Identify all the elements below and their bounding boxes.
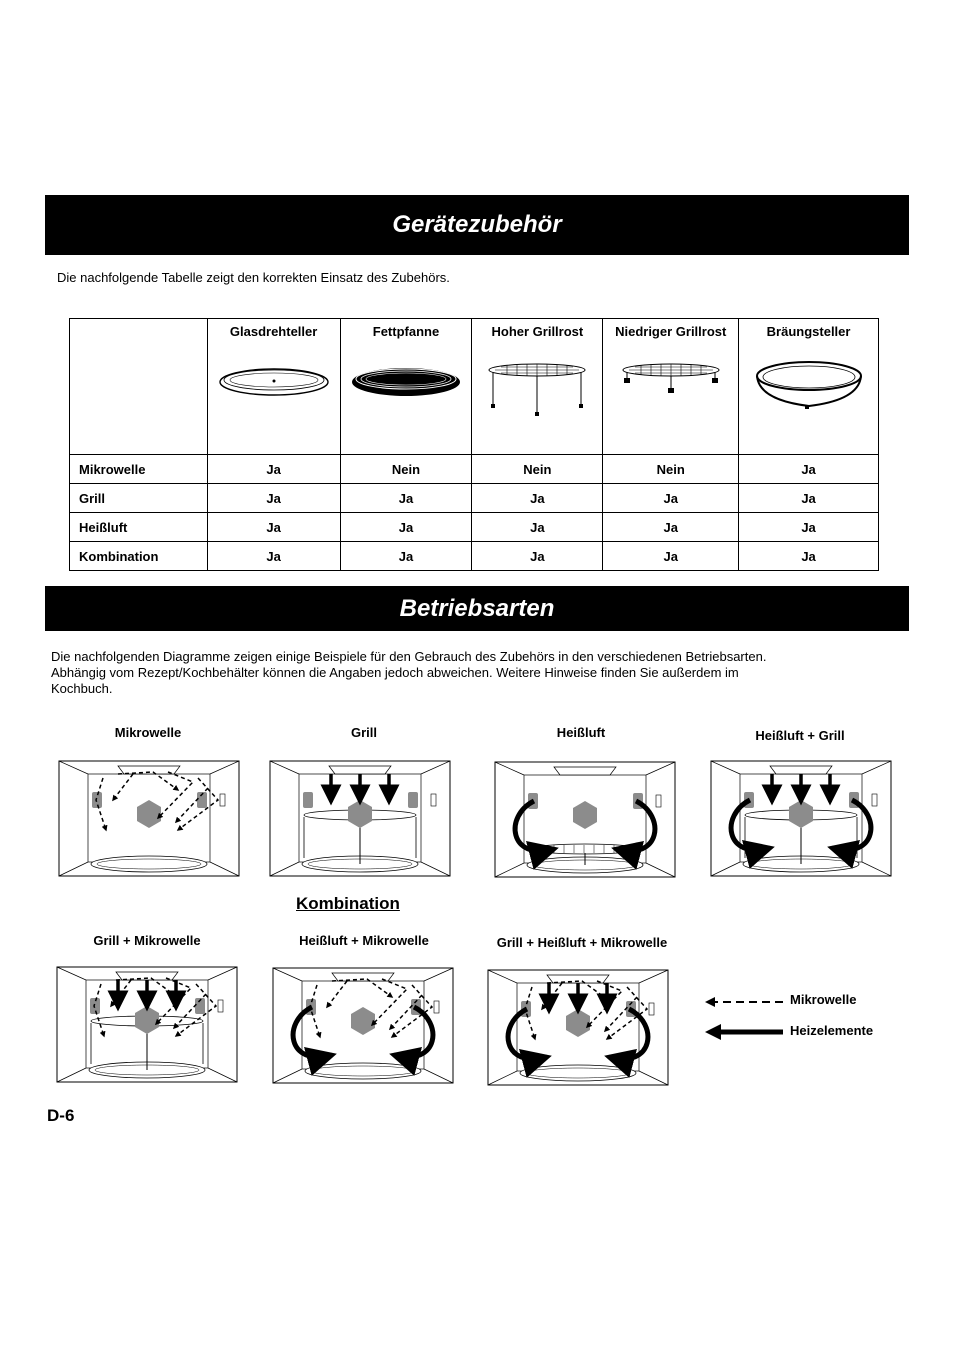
glass-turntable-icon (218, 360, 330, 400)
table-cell: Ja (603, 484, 739, 513)
diagram-label-grill: Grill (350, 725, 378, 740)
modes-banner (45, 586, 909, 631)
table-cell: Nein (340, 455, 472, 484)
table-cell: Nein (603, 455, 739, 484)
legend-heating-arrow-icon (705, 1022, 785, 1042)
diagram-label-heissluft: Heißluft (556, 725, 606, 740)
diagram-label-heissluft-mikrowelle: Heißluft + Mikrowelle (299, 933, 429, 948)
modes-intro (51, 649, 766, 697)
table-cell: Ja (207, 484, 340, 513)
col-label: Hoher Grillrost (491, 324, 584, 339)
low-grill-rack-icon (615, 360, 727, 400)
table-cell: Ja (472, 542, 603, 571)
table-cell: Ja (340, 513, 472, 542)
modes-intro-line: Die nachfolgenden Diagramme zeigen einige Beispiele für den Gebrauch des Zubehörs in den verschiedenen Betriebsarten. (51, 649, 767, 664)
accessories-intro: Die nachfolgende Tabelle zeigt den korrekten Einsatz des Zubehörs. (57, 270, 450, 285)
table-col-header (472, 319, 603, 455)
drip-pan-icon (350, 360, 462, 400)
modes-intro-line: Abhängig vom Rezept/Kochbehälter können die Angaben jedoch abweichen. Weitere Hinweise finden Sie außerdem im (51, 665, 739, 680)
table-cell: Ja (603, 542, 739, 571)
row-label: Kombination (70, 542, 208, 571)
accessories-table (69, 318, 879, 571)
table-col-header (739, 319, 879, 455)
table-cell: Ja (739, 513, 879, 542)
table-row (70, 484, 879, 513)
col-label: Bräungsteller (766, 324, 851, 339)
col-label: Glasdrehteller (229, 324, 318, 339)
table-cell: Ja (207, 455, 340, 484)
table-row (70, 455, 879, 484)
diagram-grill-mikrowelle (56, 966, 238, 1083)
table-corner-cell (70, 319, 208, 455)
table-cell: Ja (340, 484, 472, 513)
table-cell: Ja (603, 513, 739, 542)
diagram-heissluft (494, 761, 676, 878)
table-cell: Ja (207, 513, 340, 542)
modes-intro-line: Kochbuch. (51, 681, 113, 696)
row-label: Heißluft (70, 513, 208, 542)
diagram-heissluft-grill (710, 760, 892, 877)
legend-microwave-label: Mikrowelle (790, 992, 857, 1007)
high-grill-rack-icon (481, 360, 593, 420)
diagram-grill (269, 760, 451, 877)
row-label: Grill (70, 484, 208, 513)
legend-microwave-arrow-icon (705, 992, 785, 1012)
table-col-header (603, 319, 739, 455)
diagram-label-heissluft-grill: Heißluft + Grill (755, 728, 845, 743)
modes-title: Betriebsarten (399, 594, 555, 622)
table-cell: Ja (472, 484, 603, 513)
table-cell: Ja (472, 513, 603, 542)
col-label: Niedriger Grillrost (615, 324, 727, 339)
table-header-row (70, 319, 879, 455)
legend-heating-label: Heizelemente (790, 1023, 874, 1038)
diagram-grill-heissluft-mikrowelle (487, 969, 669, 1086)
table-cell: Ja (207, 542, 340, 571)
accessories-title: Gerätezubehör (392, 211, 562, 238)
table-cell: Nein (472, 455, 603, 484)
table-row (70, 513, 879, 542)
browning-plate-icon (753, 360, 865, 420)
accessories-banner (45, 195, 909, 255)
kombination-heading: Kombination (296, 894, 400, 913)
page-number: D-6 (47, 1106, 75, 1125)
diagram-heissluft-mikrowelle (272, 967, 454, 1084)
table-col-header (207, 319, 340, 455)
diagram-label-grill-mikrowelle: Grill + Mikrowelle (93, 933, 201, 948)
col-label: Fettpfanne (372, 324, 440, 339)
table-col-header (340, 319, 472, 455)
table-cell: Ja (739, 484, 879, 513)
diagram-mikrowelle (58, 760, 240, 877)
table-cell: Ja (739, 542, 879, 571)
diagram-label-grill-heissluft-mikrowelle: Grill + Heißluft + Mikrowelle (496, 935, 668, 950)
row-label: Mikrowelle (70, 455, 208, 484)
table-cell: Ja (340, 542, 472, 571)
table-row (70, 542, 879, 571)
diagram-label-mikrowelle: Mikrowelle (114, 725, 182, 740)
table-cell: Ja (739, 455, 879, 484)
